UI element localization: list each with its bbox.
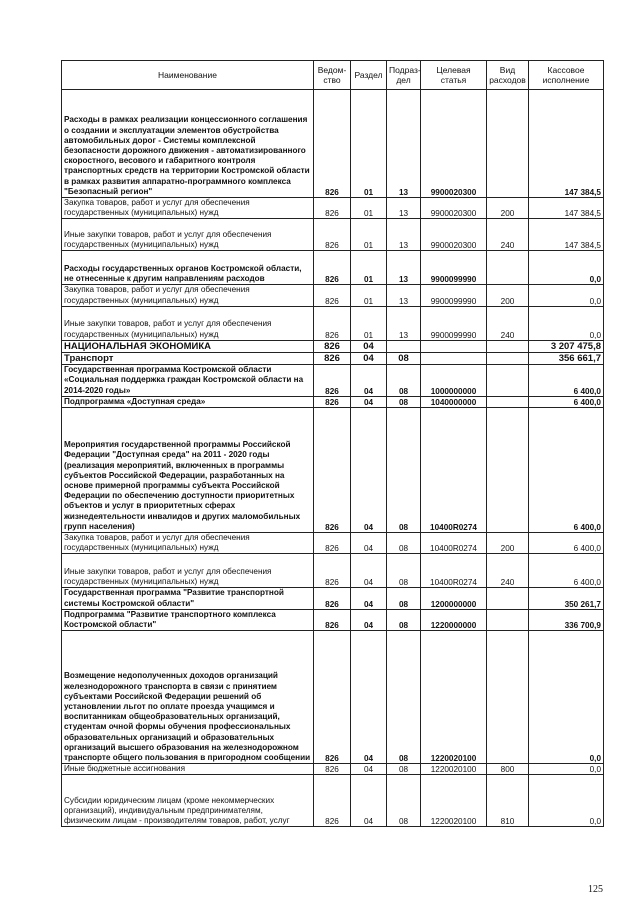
table-row	[62, 775, 604, 827]
row-amount-cell: 0,0	[529, 306, 604, 340]
row-target-cell: 1220020100	[421, 775, 487, 827]
row-target-cell: 1220020100	[421, 764, 487, 775]
row-podrazdel-cell: 08	[387, 533, 421, 554]
row-amount-cell: 0,0	[529, 285, 604, 306]
row-target-cell: 10400R0274	[421, 533, 487, 554]
table-row	[62, 554, 604, 588]
row-kind-cell: 200	[487, 198, 529, 219]
row-name-cell: Подпрограмма «Доступная среда»	[62, 396, 314, 407]
row-name-cell: Субсидии юридическим лицам (кроме некоммерческих организаций), индивидуальным предпринимателям, физическим лицам - производителям товаров, работ, услуг	[62, 775, 314, 827]
row-razdel-cell: 01	[351, 285, 387, 306]
row-podrazdel-cell: 08	[387, 352, 421, 364]
row-name-cell: Закупка товаров, работ и услуг для обеспечения государственных (муниципальных) нужд	[62, 198, 314, 219]
row-podrazdel-cell	[387, 340, 421, 352]
row-kind-cell: 800	[487, 764, 529, 775]
row-target-cell: 10400R0274	[421, 408, 487, 533]
row-podrazdel-cell: 08	[387, 764, 421, 775]
row-name-cell: Государственная программа "Развитие транспортной системы Костромской области"	[62, 588, 314, 609]
row-ved-cell: 826	[314, 609, 351, 630]
row-target-cell: 9900020300	[421, 219, 487, 251]
row-target-cell: 9900099990	[421, 251, 487, 285]
row-amount-cell: 147 384,5	[529, 219, 604, 251]
page-number: 125	[588, 884, 603, 895]
row-name-cell: Иные бюджетные ассигнования	[62, 764, 314, 775]
row-target-cell: 9900020300	[421, 90, 487, 198]
header-target: Целевая статья	[421, 61, 487, 90]
row-name-cell: НАЦИОНАЛЬНАЯ ЭКОНОМИКА	[62, 340, 314, 352]
row-amount-cell: 356 661,7	[529, 352, 604, 364]
row-name-cell: Подпрограмма "Развитие транспортного комплекса Костромской области"	[62, 609, 314, 630]
row-amount-cell: 336 700,9	[529, 609, 604, 630]
row-kind-cell: 200	[487, 533, 529, 554]
table-row	[62, 219, 604, 251]
header-kind: Вид расходов	[487, 61, 529, 90]
row-target-cell: 1040000000	[421, 396, 487, 407]
row-target-cell	[421, 340, 487, 352]
row-razdel-cell: 04	[351, 340, 387, 352]
row-name-cell: Иные закупки товаров, работ и услуг для обеспечения государственных (муниципальных) нужд	[62, 306, 314, 340]
table-row	[62, 285, 604, 306]
row-podrazdel-cell: 13	[387, 285, 421, 306]
table-row	[62, 198, 604, 219]
row-kind-cell	[487, 352, 529, 364]
row-ved-cell: 826	[314, 588, 351, 609]
row-razdel-cell: 01	[351, 90, 387, 198]
row-razdel-cell: 04	[351, 408, 387, 533]
row-ved-cell: 826	[314, 306, 351, 340]
row-target-cell: 10400R0274	[421, 554, 487, 588]
row-kind-cell	[487, 251, 529, 285]
row-amount-cell: 6 400,0	[529, 408, 604, 533]
row-razdel-cell: 04	[351, 554, 387, 588]
row-razdel-cell: 04	[351, 631, 387, 764]
row-podrazdel-cell: 13	[387, 90, 421, 198]
row-razdel-cell: 04	[351, 775, 387, 827]
row-razdel-cell: 01	[351, 306, 387, 340]
row-kind-cell	[487, 408, 529, 533]
table-row	[62, 408, 604, 533]
row-kind-cell	[487, 609, 529, 630]
row-name-cell: Закупка товаров, работ и услуг для обеспечения государственных (муниципальных) нужд	[62, 285, 314, 306]
table-row	[62, 90, 604, 198]
row-kind-cell	[487, 340, 529, 352]
row-ved-cell: 826	[314, 764, 351, 775]
row-razdel-cell: 01	[351, 251, 387, 285]
row-ved-cell: 826	[314, 775, 351, 827]
row-name-cell: Иные закупки товаров, работ и услуг для обеспечения государственных (муниципальных) нужд	[62, 219, 314, 251]
row-name-cell: Мероприятия государственной программы Российской Федерации "Доступная среда" на 2011 - 2020 годы (реализация мероприятий, включенных в программы субъектов Российской Федерации, разработанных на основе примерной программы субъекта Российской Федерации по обеспечению доступности приоритетных объектов и услуг в приоритетных сферах жизнедеятельности инвалидов и других маломобильных групп населения)	[62, 408, 314, 533]
row-razdel-cell: 04	[351, 352, 387, 364]
row-ved-cell: 826	[314, 396, 351, 407]
table-row	[62, 396, 604, 407]
row-ved-cell: 826	[314, 352, 351, 364]
table-row	[62, 340, 604, 352]
row-amount-cell: 0,0	[529, 631, 604, 764]
row-ved-cell: 826	[314, 554, 351, 588]
row-ved-cell: 826	[314, 340, 351, 352]
table-row	[62, 609, 604, 630]
row-name-cell: Возмещение недополученных доходов организаций железнодорожного транспорта в связи с принятием субъектами Российской Федерации решений об установлении льгот по оплате проезда учащимся и воспитанникам общеобразовательных организаций, студентам очной формы обучения профессиональных образовательных организаций и образовательных организаций высшего образования на железнодорожном транспорте общего пользования в пригородном сообщении	[62, 631, 314, 764]
row-amount-cell: 147 384,5	[529, 90, 604, 198]
row-name-cell: Иные закупки товаров, работ и услуг для обеспечения государственных (муниципальных) нужд	[62, 554, 314, 588]
row-name-cell: Расходы государственных органов Костромской области, не отнесенные к другим направлениям расходов	[62, 251, 314, 285]
row-ved-cell: 826	[314, 533, 351, 554]
row-amount-cell: 0,0	[529, 251, 604, 285]
table-header-row	[62, 61, 604, 90]
row-kind-cell: 240	[487, 219, 529, 251]
row-podrazdel-cell: 08	[387, 631, 421, 764]
row-kind-cell: 200	[487, 285, 529, 306]
row-kind-cell	[487, 90, 529, 198]
row-razdel-cell: 04	[351, 533, 387, 554]
row-amount-cell: 0,0	[529, 775, 604, 827]
budget-table	[61, 60, 604, 827]
header-podrazdel: Подраз- дел	[387, 61, 421, 90]
row-podrazdel-cell: 13	[387, 219, 421, 251]
row-razdel-cell: 04	[351, 396, 387, 407]
row-name-cell: Закупка товаров, работ и услуг для обеспечения государственных (муниципальных) нужд	[62, 533, 314, 554]
row-kind-cell	[487, 396, 529, 407]
row-amount-cell: 6 400,0	[529, 533, 604, 554]
row-ved-cell: 826	[314, 285, 351, 306]
row-target-cell	[421, 352, 487, 364]
row-target-cell: 1220000000	[421, 609, 487, 630]
row-podrazdel-cell: 08	[387, 609, 421, 630]
row-name-cell: Расходы в рамках реализации концессионного соглашения о создании и эксплуатации элементов обустройства автомобильных дорог - Системы комплексной безопасности дорожного движения - автоматизированного скоростного, весового и габаритного контроля транспортных средств на территории Костромской области в рамках развития аппаратно-программного комплекса "Безопасный регион"	[62, 90, 314, 198]
header-ved: Ведом- ство	[314, 61, 351, 90]
row-podrazdel-cell: 13	[387, 306, 421, 340]
row-razdel-cell: 04	[351, 588, 387, 609]
row-razdel-cell: 01	[351, 198, 387, 219]
row-amount-cell: 6 400,0	[529, 364, 604, 396]
header-amount: Кассовое исполнение	[529, 61, 604, 90]
row-podrazdel-cell: 08	[387, 408, 421, 533]
row-podrazdel-cell: 08	[387, 775, 421, 827]
row-podrazdel-cell: 08	[387, 364, 421, 396]
row-ved-cell: 826	[314, 251, 351, 285]
row-kind-cell: 810	[487, 775, 529, 827]
row-kind-cell	[487, 364, 529, 396]
row-amount-cell: 147 384,5	[529, 198, 604, 219]
row-kind-cell: 240	[487, 306, 529, 340]
table-row	[62, 251, 604, 285]
row-target-cell: 9900099990	[421, 306, 487, 340]
row-target-cell: 1000000000	[421, 364, 487, 396]
row-amount-cell: 350 261,7	[529, 588, 604, 609]
table-row	[62, 631, 604, 764]
row-target-cell: 9900020300	[421, 198, 487, 219]
table-row	[62, 588, 604, 609]
row-podrazdel-cell: 08	[387, 554, 421, 588]
row-ved-cell: 826	[314, 90, 351, 198]
table-row	[62, 306, 604, 340]
row-amount-cell: 6 400,0	[529, 396, 604, 407]
row-razdel-cell: 01	[351, 219, 387, 251]
table-row	[62, 364, 604, 396]
row-target-cell: 9900099990	[421, 285, 487, 306]
row-kind-cell: 240	[487, 554, 529, 588]
row-razdel-cell: 04	[351, 764, 387, 775]
row-podrazdel-cell: 13	[387, 198, 421, 219]
row-ved-cell: 826	[314, 364, 351, 396]
row-podrazdel-cell: 08	[387, 396, 421, 407]
table-row	[62, 352, 604, 364]
row-podrazdel-cell: 13	[387, 251, 421, 285]
table-row	[62, 533, 604, 554]
row-podrazdel-cell: 08	[387, 588, 421, 609]
row-kind-cell	[487, 631, 529, 764]
header-razdel: Раздел	[351, 61, 387, 90]
row-amount-cell: 0,0	[529, 764, 604, 775]
row-amount-cell: 6 400,0	[529, 554, 604, 588]
row-amount-cell: 3 207 475,8	[529, 340, 604, 352]
row-ved-cell: 826	[314, 631, 351, 764]
row-kind-cell	[487, 588, 529, 609]
row-ved-cell: 826	[314, 408, 351, 533]
table-row	[62, 764, 604, 775]
row-name-cell: Государственная программа Костромской области «Социальная поддержка граждан Костромской области на 2014-2020 годы»	[62, 364, 314, 396]
row-razdel-cell: 04	[351, 364, 387, 396]
row-name-cell: Транспорт	[62, 352, 314, 364]
row-target-cell: 1220020100	[421, 631, 487, 764]
row-ved-cell: 826	[314, 219, 351, 251]
row-target-cell: 1200000000	[421, 588, 487, 609]
row-razdel-cell: 04	[351, 609, 387, 630]
row-ved-cell: 826	[314, 198, 351, 219]
header-name: Наименование	[62, 61, 314, 90]
